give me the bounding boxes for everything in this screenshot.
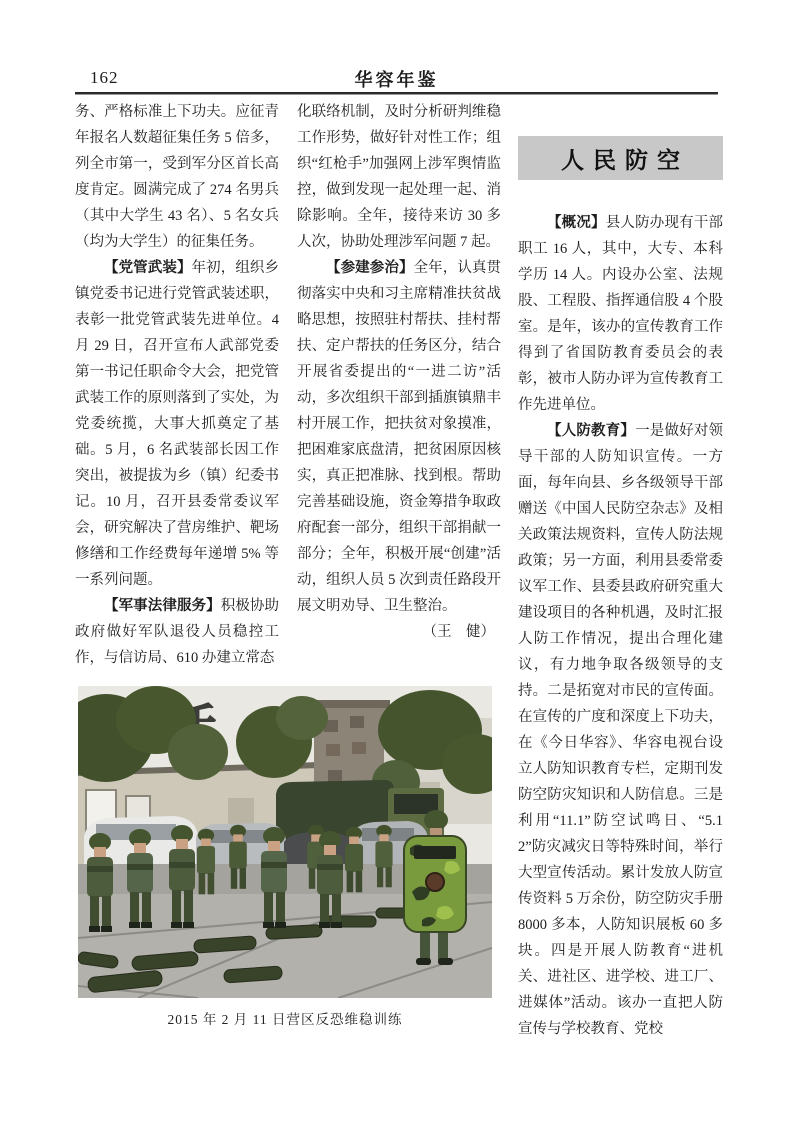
author-byline: （王 健） [422, 624, 495, 640]
column-2 [297, 99, 501, 645]
entry-heading: 【党管武装】 [104, 260, 192, 276]
paragraph-continuation [75, 99, 279, 255]
entry-text: 一是做好对领导干部的人防知识宣传。一方面，每年向县、乡各级领导干部赠送《中国人民防空杂志》及相关政策法规资料，宣传人防法规政策；另一方面，利用县委常委议军工作、县委县政府研究重大建设项目的各种机遇，及时汇报人防工作情况，提出合理化建议，有力地争取各级领导的支持。二是拓宽对市民的宣传面。在宣传的广度和深度上下功夫，在《今日华容》、华容电视台设立人防知识教育专栏，定期刊发防空防灾知识和人防信息。三是利用“11.1”防空试鸣日、“5.12”防灾减灾日等特殊时间，举行大型宣传活动。累计发放人防宣传资料 5 万余份，防空防灾手册 8000 多本，人防知识展板 60 多块。四是开展人防教育“进机关、进社区、进学校、进工厂、进媒体”活动。该办一直把人防宣传与学校教育、党校 [518, 423, 724, 1037]
paragraph-canjian-canzhi [297, 255, 501, 619]
paragraph-gaikuang [518, 210, 723, 418]
entry-text: 县人防办现有干部职工 16 人，其中，大专、本科学历 14 人。内设办公室、法规股、工程股、指挥通信股 4 个股室。是年，该办的宣传教育工作得到了省国防教育委员会的表彰，被市人防办评为宣传教育工作先进单位。 [518, 215, 724, 413]
column-1 [75, 99, 279, 671]
photo-caption: 2015 年 2 月 11 日营区反恐维稳训练 [167, 1012, 403, 1027]
entry-text: 化联络机制，及时分析研判维稳工作形势，做好针对性工作；组织“红枪手”加强网上涉军舆情监控，做到发现一起处理一起、消除影响。全年，接待来访 30 多人次，协助处理涉军问题 7 起。 [297, 104, 501, 250]
entry-text: 务、严格标准上下功夫。应征青年报名人数超征集任务 5 倍多，列全市第一，受到军分区首长高度肯定。圆满完成了 274 名男兵（其中大学生 43 名）、5 名女兵（均为大学生）的征集任务。 [75, 104, 279, 250]
section-title: 人民防空 [561, 147, 689, 173]
entry-text: 年初，组织乡镇党委书记进行党管武装述职，表彰一批党管武装先进单位。4 月 29 日，召开宣布人武部党委第一书记任职命令大会，把党管武装工作的原则落到了实处，为党委统揽，大事大抓奠定了基础。5 月，6 名武装部长因工作突出，被提拔为乡（镇）纪委书记。10 月，召开县委常委议军会，研究解决了营房维护、靶场修缮和工作经费每年递增 5% 等一系列问题。 [75, 260, 280, 588]
paragraph-renfang-jiaoyu [518, 418, 723, 1042]
entry-heading: 【概况】 [547, 215, 606, 231]
paragraph-junshi-falv-fuwu [75, 593, 279, 671]
photo-illustration [78, 686, 492, 998]
section-header-renmin-fangkong [518, 136, 723, 180]
entry-heading: 【军事法律服务】 [104, 598, 221, 614]
paragraph-dangguan-wuzhuang [75, 255, 279, 593]
entry-heading: 【参建参治】 [326, 260, 414, 276]
header-rule [75, 92, 718, 95]
journal-title: 华容年鉴 [354, 70, 439, 90]
page-number: 162 [90, 68, 119, 87]
column-3 [518, 136, 723, 1042]
paragraph-continuation [297, 99, 501, 255]
entry-heading: 【人防教育】 [547, 423, 636, 439]
entry-text: 全年，认真贯彻落实中央和习主席精准扶贫战略思想，按照驻村帮扶、挂村帮扶、定户帮扶的任务区分，结合开展省委提出的“一进二访”活动，多次组织干部到插旗镇鼎丰村开展工作，把扶贫对象摸准，把困难家底盘清，把贫困原因核实，真正把准脉、找到根。帮助完善基础设施，资金筹措争取政府配套一部分，组织干部捐献一部分；全年，积极开展“创建”活动，组织人员 5 次到责任路段开展文明劝导、卫生整治。 [297, 260, 502, 614]
entry-text: 积极协助政府做好军队退役人员稳控工作，与信访局、610 办建立常态 [75, 598, 280, 666]
section-body [518, 210, 723, 1042]
training-photo [78, 686, 492, 998]
